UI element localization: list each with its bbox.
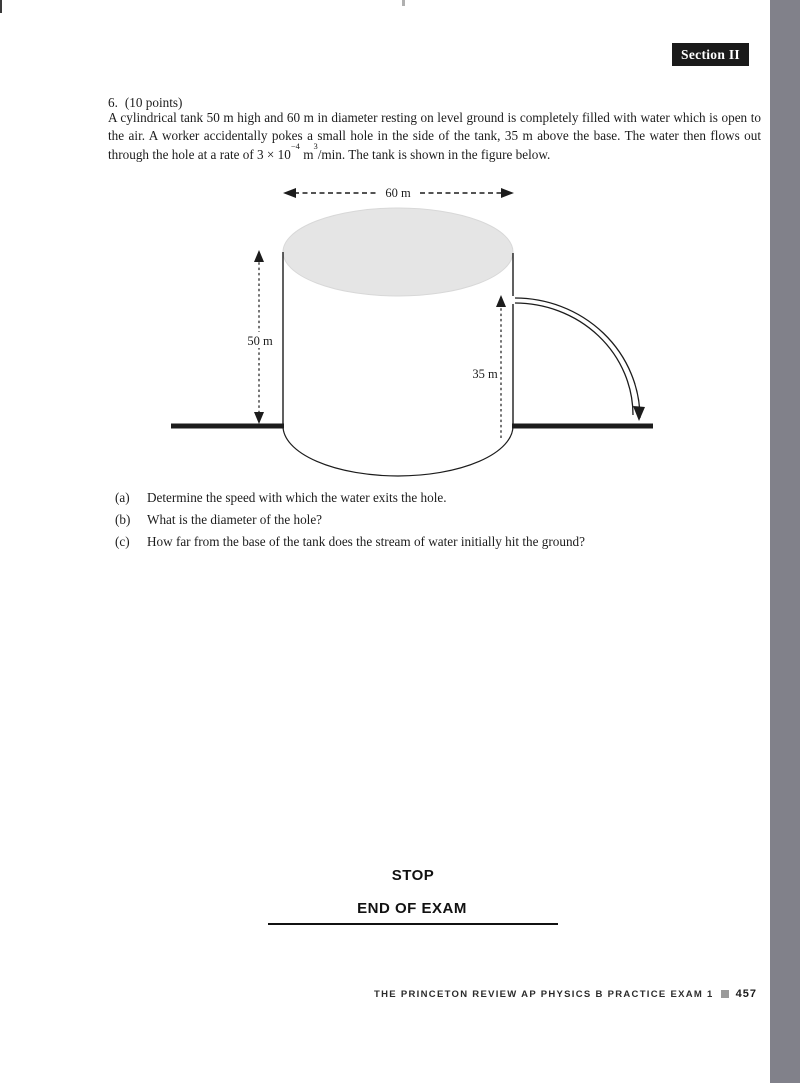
part-text: What is the diameter of the hole?	[147, 511, 323, 527]
footer-square-icon	[721, 990, 729, 998]
arrowhead-up-icon	[496, 295, 506, 307]
question-points: (10 points)	[124, 95, 183, 110]
end-of-exam-heading: END OF EXAM	[357, 900, 467, 917]
exponent-minus-4: −4	[290, 140, 300, 151]
arrowhead-down-icon	[254, 412, 264, 424]
part-label: (a)	[115, 490, 130, 505]
end-of-exam-rule	[268, 923, 558, 925]
scan-edge-strip	[770, 0, 800, 1083]
part-row-a	[115, 490, 585, 512]
hole-height-label: 35 m	[472, 367, 498, 381]
stop-heading: STOP	[391, 867, 435, 884]
page-footer	[374, 988, 757, 1000]
part-label: (b)	[115, 511, 131, 527]
height-arrow	[242, 250, 277, 424]
tank-bottom-arc	[283, 426, 513, 476]
part-label: (c)	[115, 533, 130, 549]
question-body-text-3: /min. The tank is shown in the figure below.	[317, 146, 551, 162]
question-body-text-2: m	[299, 146, 314, 162]
water-stream-arrowhead-icon	[633, 406, 645, 421]
arrowhead-up-icon	[254, 250, 264, 262]
scan-mark-top-left	[0, 0, 2, 13]
part-text: How far from the base of the tank does the stream of water initially hit the ground?	[147, 533, 585, 549]
question-body-text-1: A cylindrical tank 50 m high and 60 m in diameter resting on level ground is completely filled with water which is open to the air. A worker accidentally pokes a small hole in the side of the tank, 35 m above the base. The water then flows out through the hole at a rate of 3 × 10	[108, 110, 761, 162]
arrowhead-right-icon	[501, 188, 514, 198]
height-label: 50 m	[247, 334, 273, 348]
part-text: Determine the speed with which the water exits the hole.	[147, 490, 447, 505]
tank-figure	[150, 178, 680, 490]
exponent-3: 3	[313, 140, 318, 151]
section-badge	[672, 43, 749, 66]
question-number: 6.	[108, 95, 118, 110]
section-badge-label: Section II	[681, 46, 740, 62]
scan-mark-top-center	[402, 0, 405, 6]
water-stream	[515, 298, 645, 421]
diameter-label: 60 m	[385, 186, 411, 200]
part-row-b	[115, 512, 585, 534]
part-row-c	[115, 534, 585, 556]
tank-top-ellipse	[283, 208, 513, 296]
arrowhead-left-icon	[283, 188, 296, 198]
hole-height-arrow	[468, 295, 506, 438]
question-body	[108, 109, 761, 164]
footer-title: THE PRINCETON REVIEW AP PHYSICS B PRACTICE EXAM 1	[374, 988, 714, 1000]
page-number: 457	[735, 988, 757, 1000]
diameter-arrow	[283, 186, 514, 200]
question-parts	[115, 490, 585, 555]
